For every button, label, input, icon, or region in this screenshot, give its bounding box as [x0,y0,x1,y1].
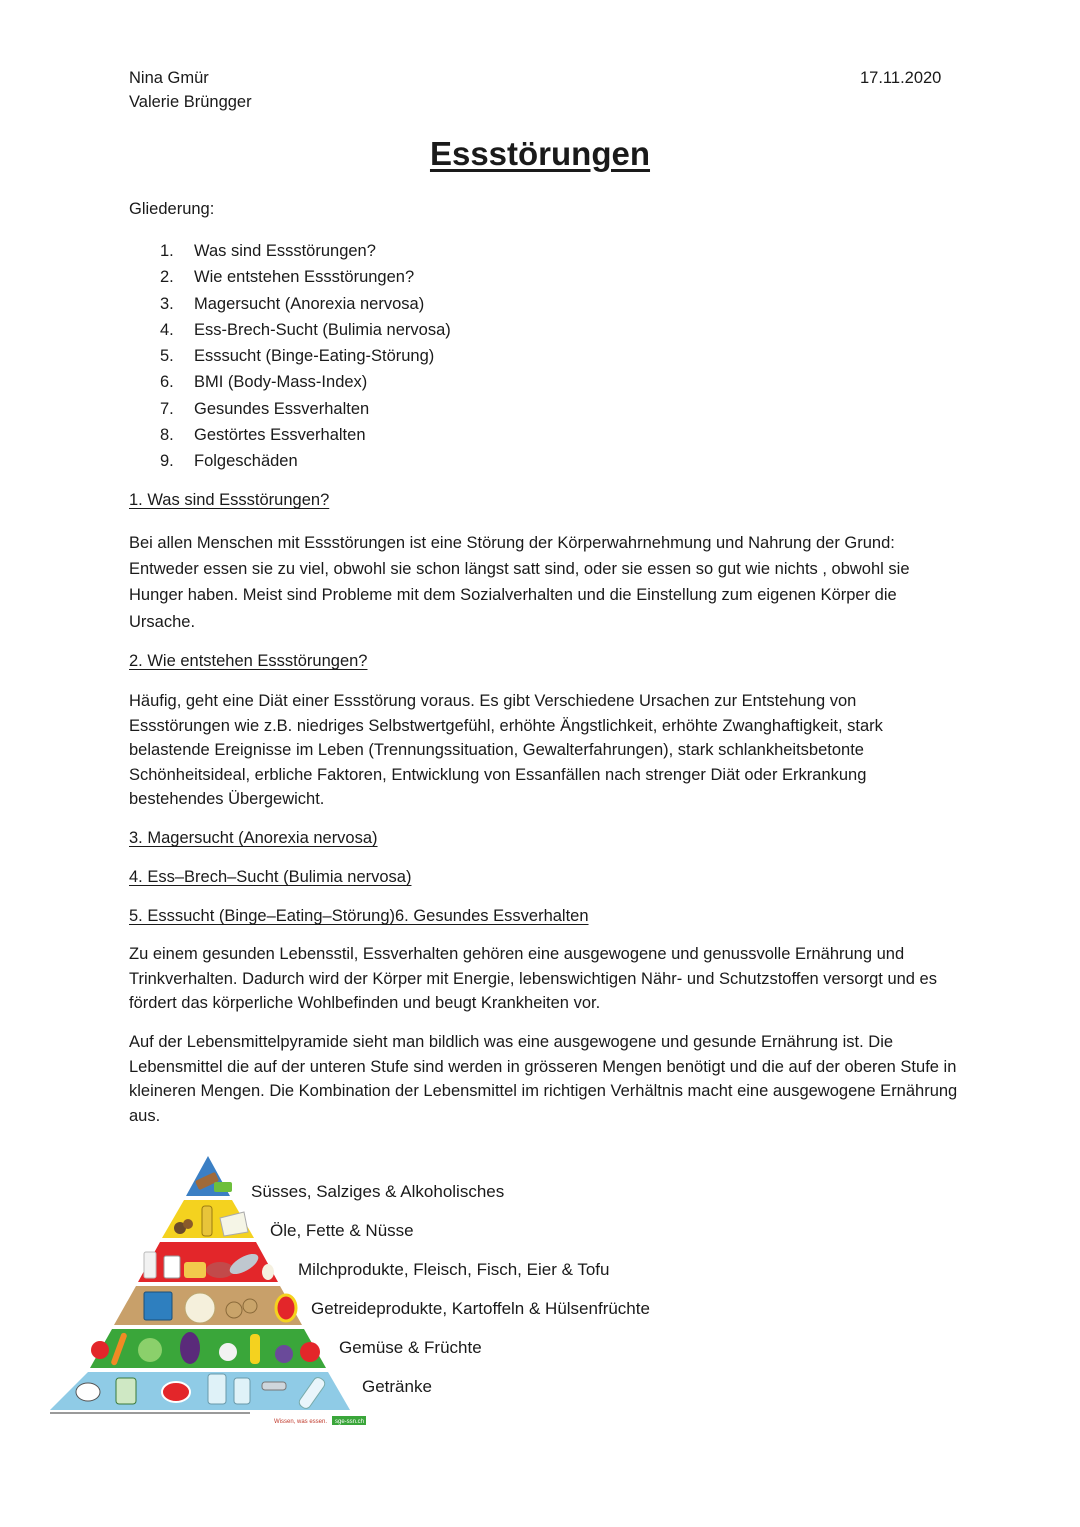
outline-item: 8. Gestörtes Essverhalten [160,426,366,445]
brand-tag: sge-ssn.ch [335,1419,365,1425]
outline-item: 9. Folgeschäden [160,452,298,471]
pyramid-label-dairy-meat: Milchprodukte, Fleisch, Fisch, Eier & Tofu [298,1260,610,1279]
authors [129,66,252,114]
section-heading-2: 2. Wie entstehen Essstörungen? [129,652,368,670]
section-text-2: Häufig, geht eine Diät einer Essstörung voraus. Es gibt Verschiedene Ursachen zur Entstehung von Essstörungen wie z.B. niedriges Selbstwertgefühl, erhöhte Ängstlichkeit, erhöhte Zwanghaftigkeit, stark belastende Ereignisse im Leben (Trennungssituation, Gewalterfahrungen), stark schlankheitsbetonte Schönheitsideal, erbliche Faktoren, Entwicklung von Essanfällen nach strenger Diät oder Erkrankung bestehendes Übergewicht. [129,692,883,808]
outline-item: 2. Wie entstehen Essstörungen? [160,268,415,287]
pyramid-label-sweets: Süsses, Salziges & Alkoholisches [251,1182,505,1201]
outline-item: 6. BMI (Body-Mass-Index) [160,373,368,392]
section-text-6a: Zu einem gesunden Lebensstil, Essverhalten gehören eine ausgewogene und genussvolle Ernährung und Trinkverhalten. Dadurch wird der Körper mit Energie, lebenswichtigen Nähr- und Schutzstoffen versorgt und es fördert das körperliche Wohlbefinden und beugt Krankheiten vor. [129,945,937,1012]
document-title: Essstörungen [429,135,651,172]
svg-text:Wissen, was essen.: Wissen, was essen. [274,1419,328,1425]
outline-item: 1. Was sind Essstörungen? [160,242,376,260]
outline-item: 3. Magersucht (Anorexia nervosa) [160,294,425,313]
outline-item: 7. Gesundes Essverhalten [160,399,370,418]
outline-item: 4. Ess-Brech-Sucht (Bulimia nervosa) [160,320,451,339]
section-heading-5: 5. Esssucht (Binge–Eating–Störung)6. Gesundes Essverhalten [129,907,589,925]
section-text-6b: Auf der Lebensmittelpyramide sieht man bildlich was eine ausgewogene und gesunde Ernährung ist. Die Lebensmittel die auf der unteren Stufe sind werden in grösseren Mengen benötigt und die auf der oberen Stufe in kleineren Mengen. Die Kombination der Lebensmittel im richtigen Verhältnis macht eine ausgewogene Ernährung aus. [129,1033,958,1125]
author-name: Nina Gmür [129,69,209,87]
section-heading-4: 4. Ess–Brech–Sucht (Bulimia nervosa) [129,868,412,886]
pyramid-label-oils: Öle, Fette & Nüsse [270,1221,414,1240]
pyramid-label-grains: Getreideprodukte, Kartoffeln & Hülsenfrüchte [311,1299,650,1318]
pyramid-level-dairy-meat [138,1242,278,1282]
author-name: Valerie Brüngger [129,93,252,111]
document-date: 17.11.2020 [860,69,942,87]
outline-list [160,238,451,475]
outline-label: Gliederung: [129,200,215,218]
section-heading-1: 1. Was sind Essstörungen? [129,491,330,509]
section-heading-3: 3. Magersucht (Anorexia nervosa) [129,829,378,847]
pyramid-label-vegetables-fruits: Gemüse & Früchte [339,1338,482,1357]
outline-item: 5. Esssucht (Binge-Eating-Störung) [160,347,435,366]
section-text-1: Bei allen Menschen mit Essstörungen ist eine Störung der Körperwahrnehmung und Nahrung der Grund: Entweder essen sie zu viel, obwohl sie schon längst satt sind, oder sie essen so gut wie nichts , obwohl sie Hunger haben. Meist sind Probleme mit dem Sozialverhalten und die Einstellung zum eigenen Körper die Ursache. [129,534,910,631]
pyramid-label-drinks: Getränke [362,1377,432,1396]
